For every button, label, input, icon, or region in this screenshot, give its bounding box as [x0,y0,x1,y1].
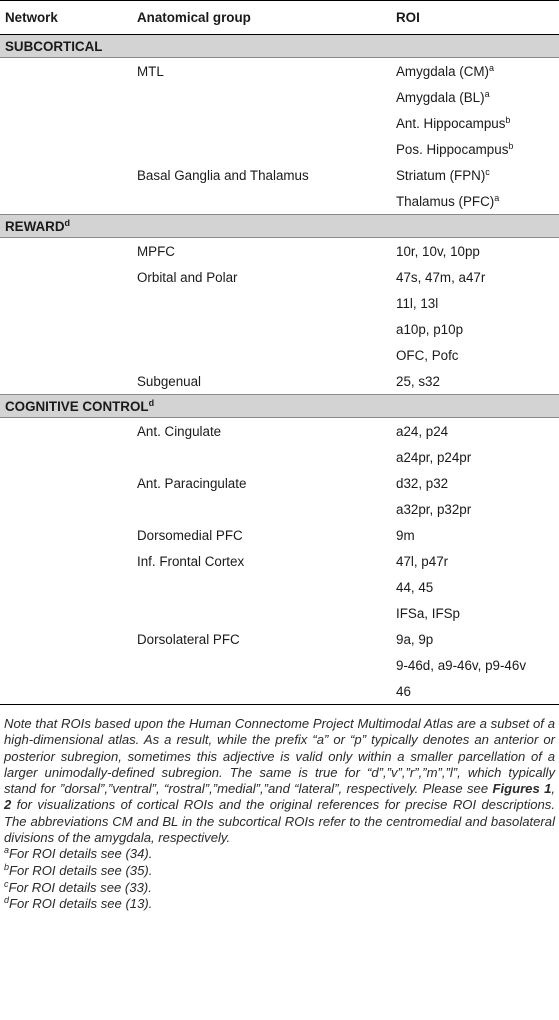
roi-text: 10r, 10v, 10pp [396,243,480,259]
note-sep: , [551,781,555,797]
footnote-text: For ROI details see (13). [9,896,153,912]
network-cell [0,470,137,496]
anatomical-group-cell: MPFC [137,243,175,259]
table-row [0,574,559,600]
table-row [0,136,559,162]
roi-text: Amygdala (BL) [396,89,485,105]
roi-cell [396,110,559,136]
section-label-text: REWARD [5,218,65,234]
footnote [0,880,559,897]
anatomical-group-cell [137,574,396,600]
roi-text: Pos. Hippocampus [396,141,509,157]
roi-text: Striatum (FPN) [396,167,486,183]
roi-footnote-mark: a [484,88,490,99]
header-roi: ROI [396,1,559,35]
roi-cell [396,136,559,162]
anatomical-group-cell [137,110,396,136]
anatomical-group-cell: Subgenual [137,373,202,389]
roi-text: IFSa, IFSp [396,605,460,621]
note-figures-ref-2: 2 [4,797,12,813]
roi-text: 9a, 9p [396,631,434,647]
section-label-text: COGNITIVE CONTROL [5,398,149,414]
table-row [0,58,559,85]
table-row [0,678,559,705]
table-row [0,238,559,265]
network-cell [0,84,137,110]
roi-text: Amygdala (CM) [396,63,490,79]
network-cell [0,418,137,445]
table-row [0,522,559,548]
network-cell [0,574,137,600]
footnote-mark: b [4,861,10,872]
table-row [0,626,559,652]
roi-cell [396,496,559,522]
roi-cell [396,678,559,705]
network-cell [0,110,137,136]
table-row [0,444,559,470]
roi-text: d32, p32 [396,475,449,491]
roi-cell [396,626,559,652]
roi-cell [396,600,559,626]
roi-text: a32pr, p32pr [396,501,472,517]
roi-cell [396,162,559,188]
network-cell [0,188,137,215]
table-row [0,342,559,368]
section-footnote-mark: d [148,397,155,408]
anatomical-group-cell [137,84,396,110]
roi-cell [396,316,559,342]
roi-cell [396,652,559,678]
table-row [0,290,559,316]
network-cell [0,342,137,368]
note-text-1: Note that ROIs based upon the Human Connectome Project Multimodal Atlas are a subset of a high-dimensional atlas. As a result, while the prefix “a” or “p” typically denotes an anterior or posterior subregion, sometimes this adjective is valid only within a smaller parcellation of a larger unimodally-defined subregion. The same is true for “d”,”v”,”r”,”m”,”l”, which typically stand for ”dorsal”,”ventral”, “rostral”,”medial”,”and “lateral”, respectively. Please see [4,716,555,797]
section-label [0,395,559,418]
footnote [0,863,559,880]
table-row [0,652,559,678]
footnote [0,896,559,913]
anatomical-group-cell [137,678,396,705]
footnote [0,846,559,863]
roi-footnote-mark: a [494,192,500,203]
anatomical-group-cell [137,600,396,626]
header-anatomical-group: Anatomical group [137,1,396,35]
roi-cell [396,290,559,316]
section-label [0,35,559,58]
anatomical-group-cell [137,136,396,162]
table-row [0,316,559,342]
network-cell [0,626,137,652]
footnote-mark: c [4,878,9,889]
anatomical-group-cell [137,316,396,342]
network-cell [0,58,137,85]
network-cell [0,496,137,522]
section-row [0,35,559,58]
network-cell [0,136,137,162]
section-label [0,215,559,238]
anatomical-group-cell: Ant. Cingulate [137,423,222,439]
table-row [0,84,559,110]
network-cell [0,522,137,548]
roi-text: a10p, p10p [396,321,464,337]
roi-text: 46 [396,683,411,699]
footnote-text: For ROI details see (34). [9,846,153,862]
network-cell [0,238,137,265]
table-row [0,110,559,136]
roi-text: 47s, 47m, a47r [396,269,486,285]
table-row [0,264,559,290]
roi-footnote-mark: b [508,140,514,151]
footnote-mark: d [4,895,10,906]
network-cell [0,678,137,705]
roi-text: a24, p24 [396,423,449,439]
network-cell [0,652,137,678]
roi-cell [396,264,559,290]
footnotes [0,846,559,912]
network-cell [0,600,137,626]
anatomical-group-cell: Inf. Frontal Cortex [137,553,245,569]
anatomical-group-cell [137,444,396,470]
roi-cell [396,470,559,496]
section-label-text: SUBCORTICAL [5,38,103,54]
section-row [0,215,559,238]
anatomical-group-cell [137,652,396,678]
table-note [0,705,559,846]
note-text-2: for visualizations of cortical ROIs and the original references for precise ROI descriptions. The abbreviations CM and BL in the subcortical ROIs refer to the centromedial and basolateral divisions of the amygdala, respectively. [4,797,555,846]
network-cell [0,162,137,188]
table-row [0,188,559,215]
table-row [0,368,559,395]
anatomical-group-cell: MTL [137,63,164,79]
network-cell [0,264,137,290]
anatomical-group-cell: Orbital and Polar [137,269,238,285]
anatomical-group-cell: Dorsomedial PFC [137,527,243,543]
section-footnote-mark: d [64,217,71,228]
table-row [0,162,559,188]
footnote-text: For ROI details see (33). [8,879,152,895]
roi-footnote-mark: c [485,166,490,177]
network-cell [0,444,137,470]
roi-cell [396,444,559,470]
note-figures-ref: Figures 1 [492,781,552,797]
table-row [0,418,559,445]
roi-text: 44, 45 [396,579,434,595]
network-cell [0,316,137,342]
table-row [0,600,559,626]
roi-cell [396,342,559,368]
roi-text: 47l, p47r [396,553,449,569]
roi-text: 9-46d, a9-46v, p9-46v [396,657,527,673]
header-network: Network [0,1,137,35]
roi-text: 9m [396,527,415,543]
roi-text: Ant. Hippocampus [396,115,506,131]
roi-text: a24pr, p24pr [396,449,472,465]
roi-cell [396,368,559,395]
table-row [0,470,559,496]
roi-footnote-mark: b [505,114,511,125]
roi-cell [396,522,559,548]
anatomical-group-cell: Ant. Paracingulate [137,475,247,491]
roi-cell [396,84,559,110]
roi-footnote-mark: a [489,62,495,73]
roi-text: OFC, Pofc [396,347,459,363]
table-row [0,496,559,522]
roi-text: Thalamus (PFC) [396,193,495,209]
roi-cell [396,58,559,85]
roi-cell [396,188,559,215]
roi-text: 11l, 13l [396,295,439,311]
table-row [0,548,559,574]
roi-cell [396,238,559,265]
network-cell [0,368,137,395]
anatomical-group-cell [137,342,396,368]
anatomical-group-cell [137,496,396,522]
network-cell [0,548,137,574]
network-cell [0,290,137,316]
anatomical-group-cell: Basal Ganglia and Thalamus [137,167,309,183]
footnote-mark: a [4,845,10,856]
footnote-text: For ROI details see (35). [9,862,153,878]
anatomical-group-cell [137,290,396,316]
anatomical-group-cell: Dorsolateral PFC [137,631,240,647]
table-body [0,35,559,705]
anatomical-group-cell [137,188,396,215]
roi-cell [396,574,559,600]
section-row [0,395,559,418]
roi-text: 25, s32 [396,373,440,389]
table-header [0,1,559,35]
roi-cell [396,418,559,445]
roi-cell [396,548,559,574]
